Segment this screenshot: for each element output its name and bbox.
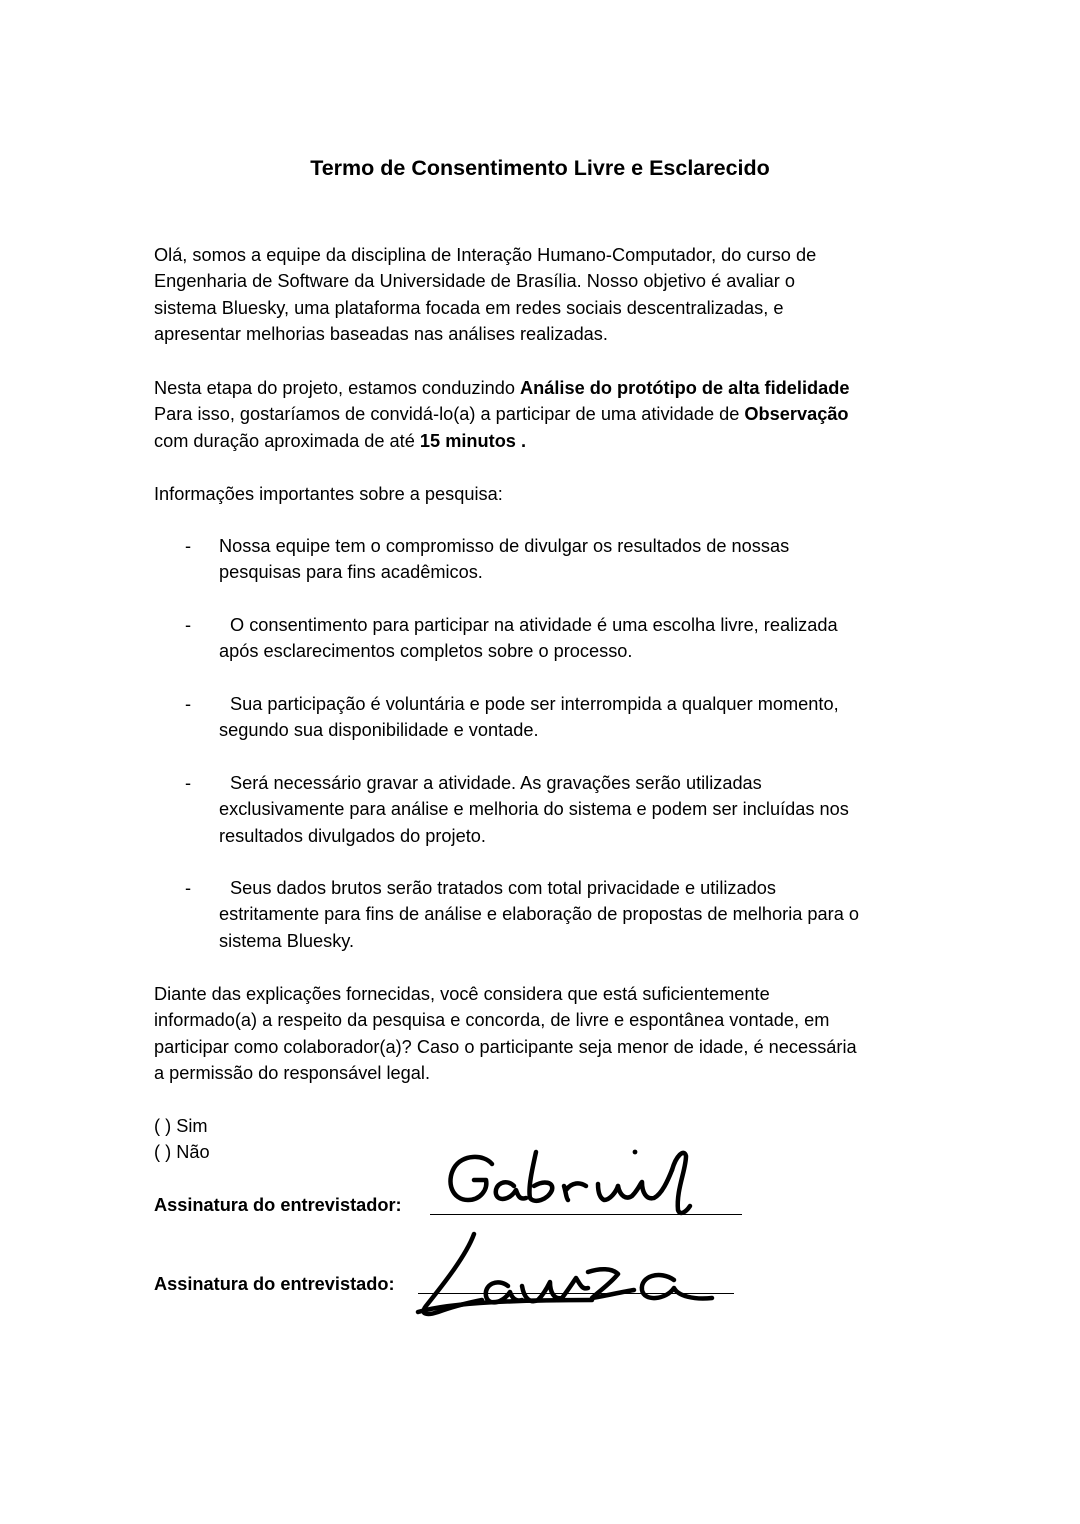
bullet-dash: - bbox=[185, 694, 192, 714]
interviewer-handwritten-signature bbox=[440, 1140, 750, 1230]
stage-line-1 bbox=[154, 375, 944, 401]
intro-line: Engenharia de Software da Universidade de Brasília. Nosso objetivo é avaliar o bbox=[154, 271, 795, 292]
duration: 15 minutos . bbox=[419, 430, 527, 451]
bullet-line: após esclarecimentos completos sobre o processo. bbox=[219, 641, 633, 662]
bullet-line: exclusivamente para análise e melhoria do sistema e podem ser incluídas nos bbox=[219, 799, 849, 820]
interviewee-signature-label: Assinatura do entrevistado: bbox=[154, 1274, 395, 1294]
bullet-line: Nossa equipe tem o compromisso de divulgar os resultados de nossas bbox=[219, 536, 790, 556]
bullet-text bbox=[219, 770, 849, 849]
bullet-text bbox=[219, 612, 838, 665]
option-yes[interactable]: ( ) Sim bbox=[154, 1116, 208, 1136]
intro-line: Olá, somos a equipe da disciplina de Interação Humano-Computador, do curso de bbox=[154, 245, 817, 265]
closing-line: a permissão do responsável legal. bbox=[154, 1063, 431, 1084]
bullet-dash: - bbox=[185, 773, 192, 793]
bullet-line: Sua participação é voluntária e pode ser interrompida a qualquer momento, bbox=[230, 694, 839, 714]
stage-paragraph bbox=[154, 375, 944, 454]
bullet-dash: - bbox=[185, 615, 192, 635]
stage-text: Para isso, gostaríamos de convidá-lo(a) a participar de uma atividade de bbox=[154, 404, 745, 425]
bullet-line: pesquisas para fins acadêmicos. bbox=[219, 562, 483, 583]
intro-paragraph bbox=[154, 242, 944, 348]
bullet-line: segundo sua disponibilidade e vontade. bbox=[219, 720, 539, 741]
bullet-line: resultados divulgados do projeto. bbox=[219, 825, 486, 846]
document-title: Termo de Consentimento Livre e Esclarecido bbox=[310, 156, 770, 180]
bullet-line: Será necessário gravar a atividade. As gravações serão utilizadas bbox=[230, 773, 762, 793]
closing-line: participar como colaborador(a)? Caso o participante seja menor de idade, é necessária bbox=[154, 1036, 857, 1057]
stage-line-3 bbox=[154, 428, 944, 454]
info-heading: Informações importantes sobre a pesquisa: bbox=[154, 484, 503, 504]
bullet-line: sistema Bluesky. bbox=[219, 930, 355, 951]
bullet-text bbox=[219, 691, 839, 744]
bullet-dash: - bbox=[185, 536, 192, 556]
stage-line-2 bbox=[154, 401, 944, 427]
bullet-text bbox=[219, 533, 789, 586]
stage-text: com duração aproximada de até bbox=[154, 430, 420, 451]
activity-type: Observação bbox=[744, 404, 849, 425]
bullet-text bbox=[219, 875, 859, 954]
bullet-line: O consentimento para participar na atividade é uma escolha livre, realizada bbox=[230, 615, 838, 635]
option-no[interactable]: ( ) Não bbox=[154, 1142, 210, 1163]
intro-line: sistema Bluesky, uma plataforma focada em redes sociais descentralizadas, e bbox=[154, 297, 784, 318]
interviewee-handwritten-signature bbox=[412, 1226, 732, 1321]
stage-method: Análise do protótipo de alta fidelidade bbox=[520, 378, 850, 398]
interviewer-signature-label: Assinatura do entrevistador: bbox=[154, 1195, 402, 1215]
closing-line: Diante das explicações fornecidas, você considera que está suficientemente bbox=[154, 984, 770, 1004]
bullet-line: Seus dados brutos serão tratados com total privacidade e utilizados bbox=[230, 878, 776, 898]
closing-line: informado(a) a respeito da pesquisa e concorda, de livre e espontânea vontade, em bbox=[154, 1010, 830, 1031]
intro-line: apresentar melhorias baseadas nas análises realizadas. bbox=[154, 324, 608, 345]
stage-text: Nesta etapa do projeto, estamos conduzindo bbox=[154, 378, 521, 398]
bullet-line: estritamente para fins de análise e elaboração de propostas de melhoria para o bbox=[219, 904, 859, 925]
closing-paragraph bbox=[154, 981, 944, 1087]
bullet-dash: - bbox=[185, 878, 192, 898]
